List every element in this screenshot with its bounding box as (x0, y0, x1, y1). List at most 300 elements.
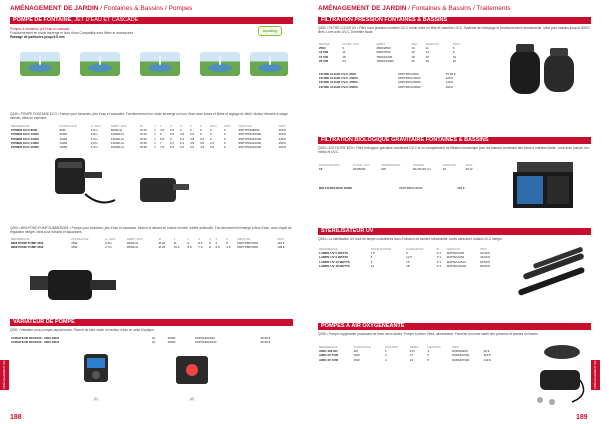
table-cell: 149 € (483, 357, 491, 362)
table-cell: 9NPTRPU2500 (398, 72, 419, 76)
table-cell: 10 (411, 46, 415, 51)
table-cell: Ø 25 (140, 128, 147, 133)
left-page (0, 0, 298, 424)
table-cell: Ø 38 (140, 140, 147, 145)
column-header: DÉBIT MAX (110, 124, 127, 128)
table-cell: 69.90 € (480, 259, 491, 264)
aquaking-logo: Aquaking (258, 26, 282, 36)
column-header: H. MAX (105, 237, 116, 241)
left-header: AMÉNAGEMENT DE JARDIN / Fontaines & Bassins / Pompes (10, 5, 193, 12)
table-cell: 0 (226, 241, 228, 246)
column-header: PUISS. UVC (352, 163, 370, 167)
table-cell: 0 (223, 128, 226, 133)
table-cell: 1"1 (436, 259, 442, 264)
table-cell: 2.5 (190, 132, 195, 137)
table-cell: 14000L/H (110, 140, 124, 145)
mini-pond-table (10, 237, 293, 250)
table-cell: 12000L/H (110, 136, 124, 141)
table-cell: 6 (370, 255, 373, 260)
sterilisateur-bar: STÉRILISATEUR UV (318, 228, 591, 235)
table-cell: LAMPE UV 9 WATTS (319, 255, 349, 260)
table-cell: 24 (342, 58, 346, 63)
table-cell: 13 (370, 263, 375, 268)
mini-pond-desc: Q250 • MINI POND PUMP SUBMERGEE • Pompe pour fontaines, jets d'eau et cascades. Moteur et aimant en bobine cerclée, traitée antirouille. Fonctionnement immergé à fleur d'eau, avec clapet de régulation intégré. Idéal pour bassins et aquariums. (10, 226, 292, 234)
table-cell: 4.5 (160, 128, 165, 133)
column-header: GENCOD (238, 124, 252, 128)
column-header: DÉBIT MAX (126, 237, 143, 241)
table-cell: 3.5 (170, 128, 175, 133)
table-cell: 6 (170, 136, 172, 141)
right-page (302, 0, 606, 424)
table-cell: 16000L/H (110, 145, 124, 150)
column-header: H. MAX (90, 124, 102, 128)
table-cell: 18 (425, 58, 429, 63)
table-cell: FILTRE CLEAR UV-C 2500 (319, 72, 356, 76)
table-cell: 9NPTRPU20000 (398, 84, 421, 89)
column-header: Ø (140, 124, 143, 128)
table-cell: Ø 38 (140, 145, 147, 150)
table-cell: 1 (154, 145, 156, 150)
column-header: 3 (170, 124, 172, 128)
table-cell: 80W (59, 128, 66, 133)
table-cell: FILTRE CLEAR UV-C 10000 (319, 76, 358, 81)
column-header: POUR BASSIN (319, 163, 340, 167)
table-cell: POWER ECO 8000 (11, 128, 38, 133)
table-row (318, 59, 468, 63)
table-cell: 5.6 (190, 145, 195, 150)
table-cell: POWER ECO 16000 (11, 145, 39, 150)
table-cell: 3.8 (200, 140, 205, 145)
table-row (10, 245, 293, 249)
variateur-table (10, 336, 293, 344)
table-cell: Ø 20 (158, 241, 166, 246)
table-cell: 0 (200, 128, 202, 133)
table-cell: (1) (151, 336, 156, 340)
table-cell: 149 € (278, 136, 286, 141)
table-cell: Ø 32 (140, 132, 147, 137)
pump-photo-1 (40, 152, 120, 214)
column-header: 4 (209, 237, 211, 241)
table-cell: 8000L/H (110, 128, 123, 133)
table-cell: 0 (223, 132, 226, 137)
column-header: RÉFÉRENCE (11, 237, 30, 241)
table-cell: 16 (425, 54, 429, 59)
pond-illustration (20, 52, 60, 76)
table-row (318, 186, 478, 190)
table-cell: 1 (385, 349, 387, 354)
table-cell: AIRO 30 7200 (319, 357, 339, 362)
table-cell: 6 (160, 132, 162, 137)
table-cell: 9W (381, 167, 386, 172)
table-cell: 39.90 € (480, 251, 491, 256)
table-cell: 10 000 (319, 50, 329, 55)
table-cell: 1 (154, 132, 156, 137)
table-cell: 10000/15000 (376, 58, 394, 63)
column-header: 1 (173, 237, 176, 241)
table-cell: LAMPE UV 5 WATTS (319, 251, 349, 256)
table-cell: LAMPE UV 18 WATTS (319, 263, 350, 268)
table-cell: 9NPTPMP3500 (237, 245, 258, 250)
table-cell: 5.2 (180, 136, 185, 141)
table-row (318, 85, 468, 89)
table-cell: 8 (209, 241, 211, 246)
column-header: 2 (187, 237, 190, 241)
filtration-pression-bar: FILTRATION PRESSION FONTAINES & BASSINS (318, 17, 591, 24)
column-header: RÉF (411, 42, 418, 46)
table-cell: 0 (210, 136, 212, 141)
table-cell: 10000L/H (110, 132, 124, 137)
fontaine-table (10, 124, 293, 149)
table-cell: 119 € (277, 241, 285, 246)
table-cell: 9NPVARIA1000 (195, 340, 217, 345)
table-row (10, 340, 293, 344)
table-cell: 3500L/H (126, 245, 139, 250)
table-cell: 6.8 (215, 245, 220, 250)
variateur-label-1: (1) (94, 397, 98, 401)
table-cell: AIRO 400 HD (319, 349, 338, 354)
table-cell: 11 (342, 50, 346, 55)
column-header: DÉBIT (376, 42, 386, 46)
table-cell: POWER ECO 12000 (11, 136, 39, 141)
column-header: POUR BASSIN (370, 247, 392, 251)
table-cell: 10 (452, 54, 457, 59)
sterilisateur-desc: Q254 • La stérilisation UV tubé de lampe consolidées sous Emission de lumière ultraviolette, tubes ultraviolet, ballast UV-C intégré. (318, 237, 503, 241)
table-cell: 2500 (319, 46, 326, 51)
table-cell: 9NPTRUVA9 (446, 255, 465, 260)
table-cell: 9NPVARIA500 (195, 336, 215, 340)
table-cell: 120W (59, 136, 68, 141)
column-header: 2 (160, 124, 162, 128)
table-cell: FILTRE CLEAR UV-C 20000 (319, 84, 358, 89)
table-cell: 2.2 (210, 140, 215, 145)
column-header: PRIX (452, 42, 460, 46)
table-cell: 3.9 (210, 145, 215, 150)
table-cell: 9NPTPMH14000 (238, 140, 262, 145)
table-cell: 6 (342, 46, 344, 51)
pompe-fontaine-bar: POMPE DE FONTAINE, JET D'EAU ET CASCADE (10, 17, 293, 24)
table-cell: 9NPAIR7300 (452, 357, 470, 362)
table-cell: 30 W (465, 167, 473, 172)
table-cell: 11 (173, 241, 177, 246)
table-cell: 15 (442, 167, 447, 172)
filtration-pression-refs (318, 72, 468, 89)
table-cell: 149 € (445, 80, 454, 85)
table-cell: 4 (385, 357, 387, 362)
table-cell: 5 (427, 353, 429, 358)
table-cell: 89.90 € (480, 263, 491, 268)
table-cell: 9NPTPMH12000 (238, 136, 262, 141)
sterilisateur-table (318, 247, 498, 268)
fontaine-desc: Q249 • POMPE FONTAINE ECO • Pompe pour fontaines, jets d'eau et cascades. Fonctionnement en mode immergé ou hors d'eau avec buses et filtres et réglage du débit. Moteur étanche à usage intensif, idéal en extérieur. (10, 112, 288, 120)
table-cell: 3.2m (90, 128, 98, 133)
table-cell: 1"1 (436, 263, 442, 268)
table-cell: 1 (154, 140, 156, 145)
table-cell: 0 (223, 136, 226, 141)
table-cell: 0 (210, 128, 212, 133)
table-cell: 49.90 € (480, 255, 491, 260)
table-cell: 9NPTRPU10000 (398, 76, 421, 81)
table-cell: 9NPTRUVA18 (446, 263, 466, 268)
table-cell: 1 (154, 128, 156, 133)
pump-photo-2 (135, 168, 195, 208)
fontaine-bullets: Pompes & fontaines, jet d'eau en cascade Fonctionnement en mode immergé et hors d'eau Compatible avec filtres et accessoires Passage de particules jusqu'à 8 mm (10, 27, 134, 39)
column-header: PUISSANCE (71, 237, 89, 241)
table-cell: AIRO 20 7200 (319, 353, 339, 358)
table-row (10, 145, 293, 149)
table-cell: 5.3m (90, 145, 98, 150)
table-row (318, 264, 498, 268)
table-cell: 4.2m (90, 136, 98, 141)
column-header: PRIX (480, 247, 488, 251)
table-cell: 15 (406, 259, 410, 264)
table-cell: 13 (425, 50, 429, 55)
table-cell: MINI POND PUMP 35W (11, 245, 44, 250)
table-cell: 20 000 (319, 58, 329, 63)
column-header: 3 (198, 237, 200, 241)
column-header: BASSIN (319, 42, 331, 46)
table-cell: 15 (319, 167, 323, 172)
table-cell: 6 (452, 50, 455, 55)
table-cell: 1 (154, 136, 156, 141)
variateur-photo-2 (172, 350, 214, 398)
table-cell: 12.5 (406, 255, 412, 260)
table-row (318, 358, 498, 362)
column-header: SORTIES (385, 345, 399, 349)
table-cell: BIO FILTRE BOX 15000 (319, 186, 352, 190)
table-cell: 8.8 (187, 245, 192, 250)
table-cell: 7 (160, 140, 162, 145)
table-cell: 3.8 (190, 136, 195, 141)
table-cell: 20 (411, 58, 415, 63)
left-page-number: 188 (10, 414, 22, 421)
table-cell: 199 € (278, 145, 286, 150)
table-cell: LAMPE UV 13 WATTS (319, 259, 350, 264)
table-cell: 9NPAIR400 (452, 349, 468, 354)
table-cell: 0.2 (200, 136, 205, 141)
table-cell: 2 (215, 241, 218, 246)
table-cell: 3 (427, 349, 429, 354)
table-cell: POWER ECO 14000 (11, 140, 39, 145)
table-cell: 2500L/H (126, 241, 139, 246)
column-header: PRIX (278, 124, 286, 128)
column-header: GENCOD (427, 345, 441, 349)
pressure-filter-photo (502, 38, 582, 100)
table-cell: 129 € (278, 132, 286, 137)
table-cell: Ø 20 (158, 245, 166, 250)
table-cell: Ø 32 (140, 136, 147, 141)
table-cell: 9NPTPMH16000 (238, 145, 262, 150)
table-cell: 3.9 (226, 245, 231, 250)
filtration-pression-table (318, 42, 468, 63)
table-cell: 9NPTRBIO15000 (399, 186, 423, 190)
column-header: RÉFÉRENCE (11, 124, 30, 128)
table-cell: 140W (59, 140, 68, 145)
pond-illustration (250, 52, 288, 76)
table-cell: 169 € (445, 84, 454, 89)
variateur-label-2: (2) (190, 397, 194, 401)
column-header: ECO (210, 124, 217, 128)
table-cell: 7.5 (160, 145, 165, 150)
table-cell: 17 (409, 353, 413, 358)
column-header: POMPE (412, 163, 424, 167)
column-header: GENCOD (237, 237, 251, 241)
right-page-number: 189 (576, 414, 588, 421)
table-row (318, 167, 478, 171)
table-cell: 100W (59, 132, 68, 137)
table-cell: 0 (223, 140, 226, 145)
column-header: RÉFÉRENCE (319, 345, 338, 349)
table-cell: 3.8m (90, 132, 98, 137)
table-cell: 60x75x45 cm (412, 167, 431, 172)
table-cell: 200W (167, 340, 176, 345)
filtration-bio-refs (318, 186, 478, 190)
table-cell: 7500/10000 (376, 54, 393, 59)
column-header: Ø (436, 247, 439, 251)
table-cell: 2.7m (105, 245, 112, 250)
table-cell: 5 (427, 357, 429, 362)
column-header: PRIX (465, 163, 473, 167)
filtration-bio-bar: FILTRATION BIOLOGIQUE GRAVITAIRE FONTAINES & BASSINS (318, 137, 591, 144)
uv-lamp-photo (512, 250, 592, 294)
table-cell: 6.6 (180, 145, 185, 150)
table-cell: 5000/7500 (376, 50, 391, 55)
table-cell: FILTRE CLEAR UV-C 15000 (319, 80, 358, 85)
table-cell: 9NPAIR7200 (452, 353, 470, 358)
pond-illustration (140, 52, 180, 76)
column-header: Ø (158, 237, 162, 241)
pond-illustration (80, 52, 120, 76)
column-header: 5 (215, 237, 218, 241)
pompes-air-bar: POMPES À AIR OXYGÉNEANTE (318, 323, 591, 330)
column-header: 5 (190, 124, 192, 128)
table-cell: 10 (452, 58, 457, 63)
table-cell: 2 (385, 353, 387, 358)
left-side-tab: AMÉNAGEMENT DE JARDIN (2, 360, 15, 390)
variateur-bar: VARIATEUR DE POMPE (10, 319, 293, 326)
table-cell: 0 (200, 132, 202, 137)
column-header: DIMENSIONS (381, 163, 401, 167)
column-header: UNIT (223, 124, 231, 128)
table-cell: 4W (353, 349, 359, 354)
variateur-desc: Q251 • Variateur pour pompes asynchrones. Permet de faire varier la hauteur d'eau en cette d'optique. (10, 328, 155, 332)
table-cell: 15W (353, 353, 360, 358)
right-header: AMÉNAGEMENT DE JARDIN / Fontaines & Bassins / Traitements (318, 5, 511, 12)
table-cell: 160W (59, 145, 68, 150)
table-cell: 9NPTRPU15000 (398, 80, 421, 85)
table-cell: 0 (190, 128, 192, 133)
table-cell: 2.3m (105, 241, 112, 246)
table-cell: 9NPTRUVA13 (446, 259, 466, 264)
table-cell: 15 000 (319, 54, 329, 59)
filtration-bio-table (318, 163, 478, 171)
table-cell: 79.90 € (445, 72, 456, 76)
table-cell: 8.5 (198, 241, 203, 246)
pompes-air-desc: Q255 • Pompe oxygénante produisant de fines micro-bulles. Pompe à piston Vibra, alimentation. Favorise la bonne santé des poissons et plantes du bassin. (318, 332, 539, 336)
column-header: PRIX (277, 237, 285, 241)
table-cell: 1.5 (370, 251, 375, 256)
table-cell: 9NPTPMH10000 (238, 132, 262, 137)
column-header: GENCOD (425, 42, 439, 46)
table-cell: (2) (151, 340, 156, 345)
table-cell: 0 (223, 145, 226, 150)
table-cell: 19 (409, 357, 413, 362)
table-cell: 35W (71, 245, 78, 250)
table-cell: 49 € (483, 349, 490, 354)
column-header: PUISSANCE (406, 247, 424, 251)
table-cell: 6.9 (170, 145, 175, 150)
column-header: PUISSANCE (353, 345, 371, 349)
table-cell: 25W (353, 357, 360, 362)
table-cell: 6.1 (180, 140, 185, 145)
table-cell: 9NPTPMH8000 (238, 128, 260, 133)
right-side-tab: AMÉNAGEMENT DE JARDIN (593, 360, 606, 390)
table-cell: POWER ECO 10000 (11, 132, 39, 137)
table-cell: 4.9 (200, 145, 205, 150)
table-cell: 49.90 € (260, 336, 271, 340)
table-cell: 9 (370, 259, 373, 264)
table-cell: 119 € (483, 353, 491, 358)
table-cell: 8 (209, 245, 211, 250)
table-cell: 9 (187, 241, 190, 246)
column-header: GENCOD (446, 247, 460, 251)
table-cell: VARIATEUR 500/1000 - 230V-50HZ (11, 340, 60, 345)
table-cell: 2500/2500 (376, 46, 391, 51)
column-header: DÉBIT (409, 345, 419, 349)
pond-illustration (200, 52, 240, 76)
column-header: GENCOD (442, 163, 456, 167)
table-cell: 7.5 (198, 245, 203, 250)
table-cell: 3.6l (409, 349, 415, 354)
variateur-photo-1 (78, 350, 118, 398)
table-cell: 4.8m (90, 140, 98, 145)
table-cell: 15.2 (173, 245, 180, 250)
column-header: PUISS. UVC (342, 42, 360, 46)
table-cell: 200W (167, 336, 176, 340)
table-cell: 26W (71, 241, 78, 246)
column-header: RÉFÉRENCE (319, 247, 338, 251)
column-header: PRIX (452, 345, 460, 349)
table-cell: 1"1 (436, 255, 442, 260)
table-cell: 9NPTPMP2600 (237, 241, 258, 246)
table-cell: 9NPTRUVA5 (446, 251, 465, 256)
table-cell: 0 (210, 132, 212, 137)
filtration-pression-desc: Q252 • FILTRE CLEAR UV • Filtre sous pression combiné UV-C rendu entre un filtre et chambre UV-C. Système de nettoyage et fonctionnement recommandé. Idéal pour bassins jusqu'à 30000 litres. Livré avec UV-C. Entretien facile. (318, 26, 590, 34)
table-cell: MINI POND PUMP 26W (11, 241, 44, 246)
table-cell: 139 € (277, 245, 285, 250)
table-cell: 1"1 (436, 251, 442, 256)
table-cell: 20/25000 (352, 167, 366, 172)
table-cell: 4.9 (190, 140, 195, 145)
table-cell: 4.5 (180, 132, 185, 137)
table-cell: 2 (180, 128, 182, 133)
air-pump-photo (522, 340, 592, 410)
table-cell: 169 € (278, 140, 286, 145)
table-cell: 69.90 € (260, 340, 271, 345)
column-header: PUISSANCE (59, 124, 77, 128)
column-header: 6 (226, 237, 228, 241)
table-cell: 18 (342, 54, 346, 59)
table-cell: 6 (452, 46, 455, 51)
table-cell: 5 (406, 251, 408, 256)
table-cell: 5.5 (170, 132, 175, 137)
table-cell: 6.5 (160, 136, 165, 141)
table-cell: VARIATEUR 500/1000 - 230V-50HZ (11, 336, 60, 340)
column-header: 4 (180, 124, 182, 128)
table-cell: 129 € (445, 76, 454, 81)
table-cell: 389 € (457, 186, 465, 190)
filtration-bio-desc: Q253 • BIO FILTRE BOX • Filtre biologique gravitaire combinant UV-C et un compartiment de filtration mécanique pour les bassins contenant des fonds à entretien facile. Livré avec pompe, bio-média et UV-C. (318, 146, 590, 154)
bio-filter-photo (507, 158, 589, 218)
